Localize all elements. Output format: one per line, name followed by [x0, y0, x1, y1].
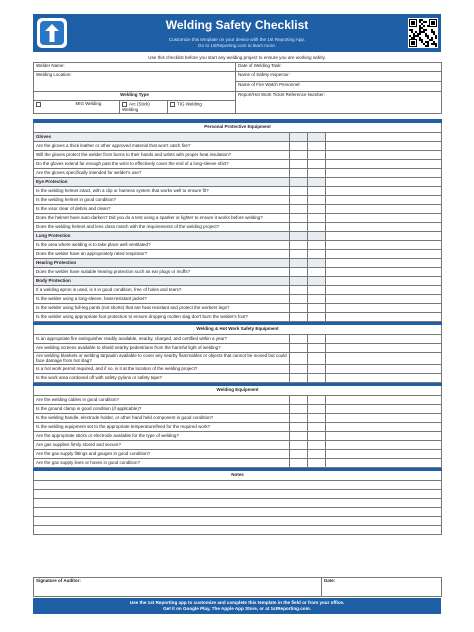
yes-check-cell[interactable]	[290, 214, 308, 223]
comment-cell[interactable]	[326, 459, 442, 468]
no-check-cell[interactable]	[308, 432, 326, 441]
comment-cell[interactable]	[326, 295, 442, 304]
no-check-cell[interactable]	[308, 414, 326, 423]
yes-check-cell[interactable]	[290, 223, 308, 232]
comment-cell[interactable]	[326, 151, 442, 160]
page-title: Welding Safety Checklist	[165, 18, 309, 32]
footer-banner	[33, 598, 441, 614]
checklist-item: Is the ground clamp in good condition (if applicable)?	[34, 405, 290, 414]
checklist-item: Are gas supplies firmly stored and secure?	[34, 441, 290, 450]
checklist-item: Is the welder using a long-sleeve, heat-resistant jacket?	[34, 295, 290, 304]
section-title: Personal Protective Equipment	[34, 123, 442, 133]
no-check-cell[interactable]	[308, 313, 326, 322]
checklist-item: If a welding apron is used, is it in good condition, free of holes and tears?	[34, 286, 290, 295]
yes-check-cell[interactable]	[290, 344, 308, 353]
comment-cell[interactable]	[326, 405, 442, 414]
checklist-table	[33, 119, 442, 535]
no-check-cell[interactable]	[308, 374, 326, 383]
yes-check-cell[interactable]	[290, 450, 308, 459]
no-check-cell[interactable]	[308, 286, 326, 295]
upload-arrow-icon	[40, 21, 64, 45]
yes-check-cell[interactable]	[290, 353, 308, 365]
signature-table	[33, 577, 442, 597]
no-check-cell[interactable]	[308, 169, 326, 178]
checklist-item: Are welding screens available to shield nearby pedestrians from the harmful light of welding?	[34, 344, 290, 353]
checklist-item: Are welding blankets or welding tarpaulin available to cover any nearby flammables or objects that cannot be moved but could face damage from hot slag?	[34, 353, 290, 365]
no-check-cell[interactable]	[308, 353, 326, 365]
no-check-cell[interactable]	[308, 365, 326, 374]
category-heading: Gloves	[34, 133, 290, 142]
checklist-item: Is the area where welding is to take place well ventilated?	[34, 241, 290, 250]
checklist-item: Are the gas supply fittings and gauges in good condition?	[34, 450, 290, 459]
no-check-cell[interactable]	[308, 405, 326, 414]
no-check-cell[interactable]	[308, 241, 326, 250]
no-check-cell[interactable]	[308, 142, 326, 151]
category-heading: Lung Protection	[34, 232, 290, 241]
checklist-item: Is the welding equipment set to the appropriate temperature/feed for the required work?	[34, 423, 290, 432]
yes-check-cell[interactable]	[290, 142, 308, 151]
yes-check-cell[interactable]	[290, 241, 308, 250]
arc-welding-label: Arc (Stick) Welding	[122, 101, 150, 112]
header-subtitle: Customize this template on your device with the 1st Reporting App.	[168, 37, 306, 42]
no-check-cell[interactable]	[308, 396, 326, 405]
notes-line[interactable]	[34, 481, 442, 490]
welder-name-field[interactable]: Welder Name:	[34, 63, 236, 72]
checklist-item: Does the welding helmet and lens class match with the requirements of the welding project?	[34, 223, 290, 232]
section-title: Welding Equipment	[34, 386, 442, 396]
yes-check-cell[interactable]	[290, 295, 308, 304]
checklist-item: Do the gloves extend far enough past the wrist to effectively cover the end of a long-sleeve shirt?	[34, 160, 290, 169]
no-check-cell[interactable]	[308, 450, 326, 459]
checklist-item: Does the welder have an appropriately rated respirator?	[34, 250, 290, 259]
yes-check-cell[interactable]	[290, 459, 308, 468]
no-check-cell[interactable]	[308, 344, 326, 353]
header-banner	[33, 14, 441, 52]
checklist-page	[33, 14, 441, 614]
checklist-item: Does the helmet have auto-darken? Did you do a test using a sparker or lighter to ensure it works before welding?	[34, 214, 290, 223]
notes-line[interactable]	[34, 499, 442, 508]
comment-cell[interactable]	[326, 223, 442, 232]
mig-checkbox[interactable]	[36, 102, 41, 107]
no-check-cell[interactable]	[308, 295, 326, 304]
notes-title: Notes	[34, 471, 442, 481]
comment-cell[interactable]	[326, 187, 442, 196]
comment-cell[interactable]	[326, 365, 442, 374]
yes-check-cell[interactable]	[290, 441, 308, 450]
tig-welding-option[interactable]	[168, 101, 236, 114]
comment-cell[interactable]	[326, 268, 442, 277]
checklist-item: Does the welder have suitable hearing protection such as ear plugs or muffs?	[34, 268, 290, 277]
intro-text: Use this checklist before you start any welding project to ensure you are working safely.	[148, 55, 326, 60]
arc-welding-option[interactable]	[120, 101, 168, 114]
safety-inspector-field[interactable]: Name of Safety Inspector:	[236, 72, 442, 82]
yes-check-cell[interactable]	[290, 160, 308, 169]
comment-cell[interactable]	[326, 214, 442, 223]
no-check-cell[interactable]	[308, 441, 326, 450]
yes-check-cell[interactable]	[290, 151, 308, 160]
yes-check-cell[interactable]	[290, 423, 308, 432]
checklist-item: Is the visor clear of debris and clean?	[34, 205, 290, 214]
checklist-item: Are the gloves specifically intended for welder's use?	[34, 169, 290, 178]
no-check-cell[interactable]	[308, 304, 326, 313]
comment-cell[interactable]	[326, 196, 442, 205]
comment-cell[interactable]	[326, 353, 442, 365]
yes-check-cell[interactable]	[290, 365, 308, 374]
no-check-cell[interactable]	[308, 196, 326, 205]
category-heading: Body Protection	[34, 277, 290, 286]
checklist-item: Is the welding helmet in good condition?	[34, 196, 290, 205]
notes-line[interactable]	[34, 490, 442, 499]
fire-watch-field[interactable]: Name of Fire Watch Personnel:	[236, 82, 442, 92]
checklist-item: Is the welding helmet intact, with a clip or harness system that works well to ensure fit?	[34, 187, 290, 196]
no-check-cell[interactable]	[308, 205, 326, 214]
yes-check-cell[interactable]	[290, 432, 308, 441]
notes-line[interactable]	[34, 517, 442, 526]
no-check-cell[interactable]	[308, 151, 326, 160]
mig-welding-label: MIG Welding	[74, 101, 120, 114]
yes-check-cell[interactable]	[290, 169, 308, 178]
no-check-cell[interactable]	[308, 459, 326, 468]
welding-location-field[interactable]: Welding Location:	[34, 72, 236, 92]
checklist-item: Are the gas supply lines or hoses in good condition?	[34, 459, 290, 468]
comment-cell[interactable]	[326, 450, 442, 459]
yes-check-cell[interactable]	[290, 268, 308, 277]
checklist-item: Are the welding cables in good condition?	[34, 396, 290, 405]
checklist-item: Is the welder using full-leg pants (not shorts) that are heat resistant and protect the workers legs?	[34, 304, 290, 313]
date-field[interactable]: Date of Welding Task:	[236, 63, 442, 72]
comment-cell[interactable]	[326, 250, 442, 259]
no-check-cell[interactable]	[308, 268, 326, 277]
yes-check-cell[interactable]	[290, 286, 308, 295]
yes-check-cell[interactable]	[290, 250, 308, 259]
info-table	[33, 62, 442, 114]
tig-welding-label: TIG Welding	[177, 101, 202, 107]
no-check-cell[interactable]	[308, 223, 326, 232]
yes-check-cell[interactable]	[290, 304, 308, 313]
signature-date-field[interactable]: Date:	[322, 578, 442, 597]
comment-cell[interactable]	[326, 241, 442, 250]
no-check-cell[interactable]	[308, 160, 326, 169]
comment-cell[interactable]	[326, 423, 442, 432]
comment-cell[interactable]	[326, 432, 442, 441]
no-check-cell[interactable]	[308, 335, 326, 344]
no-check-cell[interactable]	[308, 423, 326, 432]
comment-cell[interactable]	[326, 344, 442, 353]
checklist-item: Is the welding handle, electrode holder, or other hand held component in good condition?	[34, 414, 290, 423]
no-check-cell[interactable]	[308, 250, 326, 259]
checklist-item: Is the welder using appropriate foot protection to ensure dropping molten slag don't burn the welder's foot?	[34, 313, 290, 322]
checklist-item: Is a hot work permit required, and if so, is it at the location of the welding project?	[34, 365, 290, 374]
comment-cell[interactable]	[326, 414, 442, 423]
checklist-item: Is the work area cordoned off with safety pylons or safety tape?	[34, 374, 290, 383]
report-number-field[interactable]: Report/Hot Work Ticket Reference Number:	[236, 92, 442, 114]
no-check-cell[interactable]	[308, 214, 326, 223]
app-logo	[37, 18, 67, 48]
comment-cell[interactable]	[326, 396, 442, 405]
comment-cell[interactable]	[326, 169, 442, 178]
no-check-cell[interactable]	[308, 187, 326, 196]
comment-cell[interactable]	[326, 142, 442, 151]
yes-check-cell[interactable]	[290, 196, 308, 205]
auditor-signature-field[interactable]: Signature of Auditor:	[34, 578, 322, 597]
footer-line-2: Get it on Google Play, The Apple App Store, or at 1stReporting.com.	[163, 606, 311, 612]
section-title: Welding & Hot Work Safety Equipment	[34, 325, 442, 335]
comment-cell[interactable]	[326, 286, 442, 295]
comment-cell[interactable]	[326, 441, 442, 450]
category-heading: Eye Protection	[34, 178, 290, 187]
checklist-item: Are the gloves a thick leather or other approved material that won't catch fire?	[34, 142, 290, 151]
notes-line[interactable]	[34, 508, 442, 517]
checklist-item: Are the appropriate sticks or electrode available for the type of welding?	[34, 432, 290, 441]
comment-cell[interactable]	[326, 374, 442, 383]
comment-cell[interactable]	[326, 313, 442, 322]
header-subtitle-link[interactable]: Go to 1stReporting.com to learn more.	[197, 43, 277, 48]
yes-check-cell[interactable]	[290, 374, 308, 383]
yes-check-cell[interactable]	[290, 313, 308, 322]
tig-checkbox[interactable]	[170, 102, 175, 107]
yes-check-cell[interactable]	[290, 396, 308, 405]
qr-code-icon	[408, 18, 438, 48]
yes-check-cell[interactable]	[290, 205, 308, 214]
yes-check-cell[interactable]	[290, 405, 308, 414]
notes-line[interactable]	[34, 526, 442, 535]
yes-check-cell[interactable]	[290, 414, 308, 423]
checklist-item: Is an appropriate fire extinguisher readily available, nearby, charged, and certified within a year?	[34, 335, 290, 344]
welding-type-heading: Welding Type	[34, 92, 236, 101]
comment-cell[interactable]	[326, 205, 442, 214]
checklist-item: Will the gloves protect the welder from burns to their hands and wrists with proper heat insulation?	[34, 151, 290, 160]
comment-cell[interactable]	[326, 304, 442, 313]
footer-line-1: Use the 1st Reporting app to customize and complete this template in the field or from your office.	[129, 600, 345, 605]
comment-cell[interactable]	[326, 335, 442, 344]
yes-check-cell[interactable]	[290, 187, 308, 196]
category-heading: Hearing Protection	[34, 259, 290, 268]
yes-check-cell[interactable]	[290, 335, 308, 344]
comment-cell[interactable]	[326, 160, 442, 169]
